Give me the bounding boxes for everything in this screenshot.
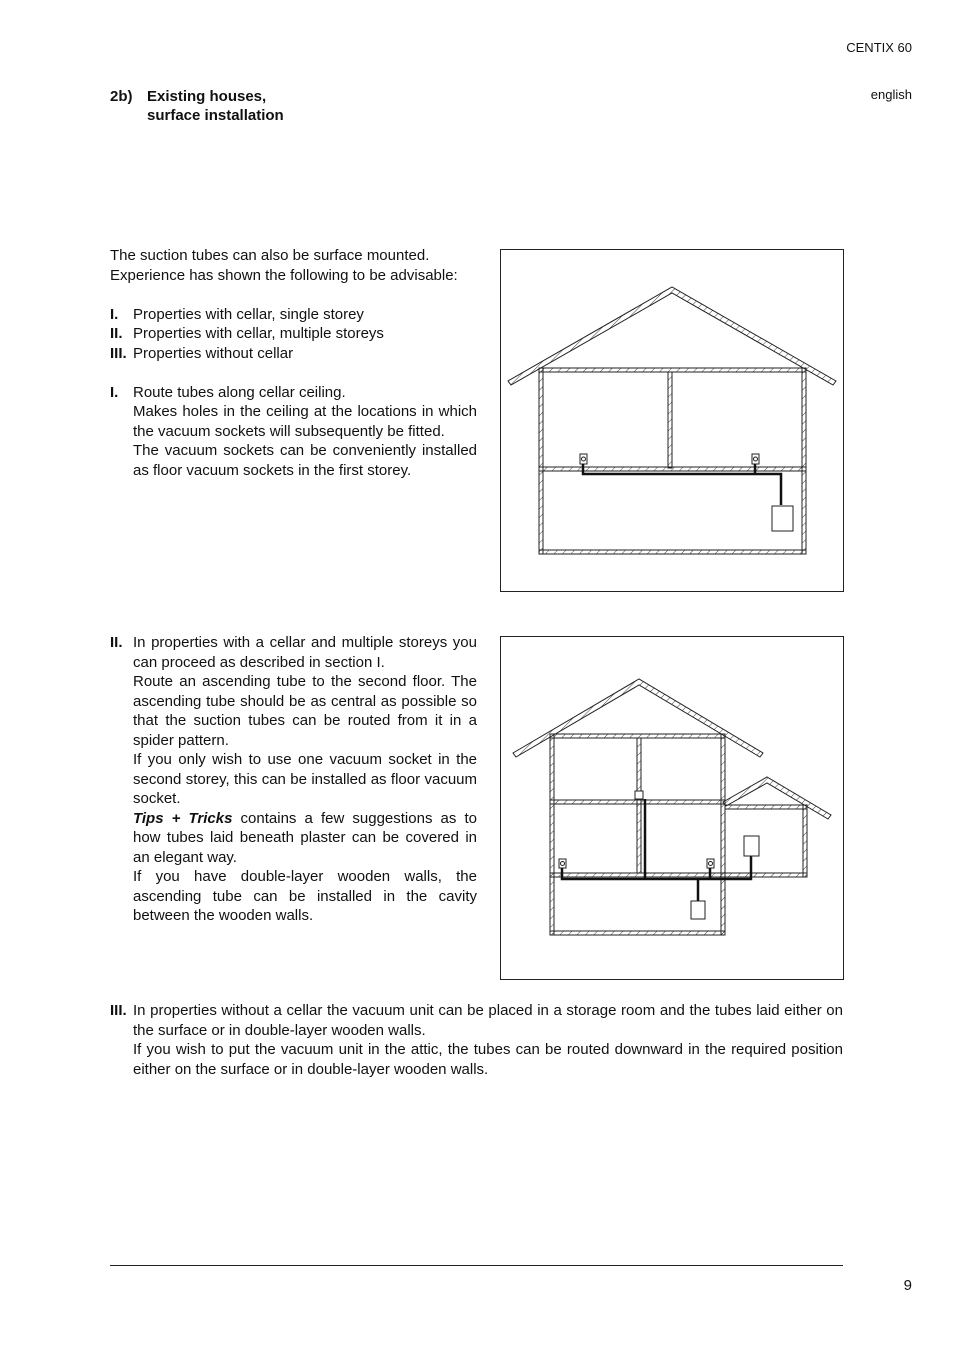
ground-floor [539,368,806,554]
language-label: english [870,87,912,102]
section-I-p3: The vacuum sockets can be conveniently installed as floor vacuum sockets in the first storey. [133,442,477,479]
figure-multiple-storeys [500,636,844,980]
overview-item-label: II. [110,325,123,342]
section-number: 2b) [110,88,133,105]
overview-item-text: Properties with cellar, multiple storeys [133,325,384,342]
section-II-p2: Route an ascending tube to the second floor. The ascending tube should be as central as possible so that the suction tubes can be routed from it in a spider pattern. [133,673,477,749]
house-diagram-2 [501,637,843,979]
section-II-p3: If you only wish to use one vacuum socket in the second storey, this can be installed as floor vacuum socket. [133,751,477,807]
overview-item-text: Properties with cellar, single storey [133,305,364,323]
section-III-block [110,1001,843,1079]
vacuum-socket-1 [580,454,587,464]
section-III-label: III. [110,1002,127,1019]
section-II-p5: If you have double-layer wooden walls, the ascending tube can be installed in the cavity between the wooden walls. [133,868,477,924]
intro-line1: The suction tubes can also be surface mounted. [110,247,430,264]
vacuum-unit-annex [744,836,759,856]
annex-building [725,805,807,877]
section-II-p4 [133,809,477,868]
overview-item-label: III. [110,344,127,362]
section-I [110,383,477,481]
annex-roof [723,777,831,819]
intro-line2: Experience has shown the following to be advisable: [110,266,458,284]
house-diagram-1 [501,250,843,591]
section-II-p1: In properties with a cellar and multiple storeys you can proceed as described in section I. [133,634,477,671]
vacuum-unit [772,506,793,531]
page-number: 9 [903,1277,912,1294]
overview-item-text: Properties without cellar [133,344,294,362]
tips-tricks-ref: Tips + Tricks [133,809,233,827]
section-title [147,87,284,125]
section-II [110,633,477,926]
vacuum-socket-2 [707,859,714,868]
section-I-p1: Route tubes along cellar ceiling. [133,383,346,401]
overview-item-label: I. [110,305,119,323]
section-III-p1: In properties without a cellar the vacuum unit can be placed in a storage room and the tubes laid either on the surface or in double-layer wooden walls. [133,1002,843,1039]
section-III-p2: If you wish to put the vacuum unit in the attic, the tubes can be routed downward in the required position either on the surface or in double-layer wooden walls. [133,1041,843,1078]
overview-item-3 [110,344,477,364]
section-I-label: I. [110,383,119,401]
product-name: CENTIX 60 [846,40,912,55]
vacuum-socket-2 [752,454,759,464]
vacuum-socket-second-floor [635,791,643,799]
section-II-label: II. [110,634,123,651]
section-title-line2: surface installation [147,107,284,124]
vacuum-socket-1 [559,859,566,868]
section-II-block [110,633,477,926]
figure-single-storey [500,249,844,592]
overview-item-2 [110,324,477,344]
overview-item-1 [110,305,477,325]
intro-block [110,246,477,480]
section-II-p4-text: contains a few suggestions as to how tubes laid beneath plaster can be covered in an elegant way. [133,809,477,866]
section-title-line1: Existing houses, [147,88,267,105]
section-III [110,1001,843,1079]
section-I-p2: Makes holes in the ceiling at the locations in which the vacuum sockets will subsequently be fitted. [133,403,477,440]
footer-divider [110,1265,843,1266]
vacuum-unit-cellar [691,901,705,919]
